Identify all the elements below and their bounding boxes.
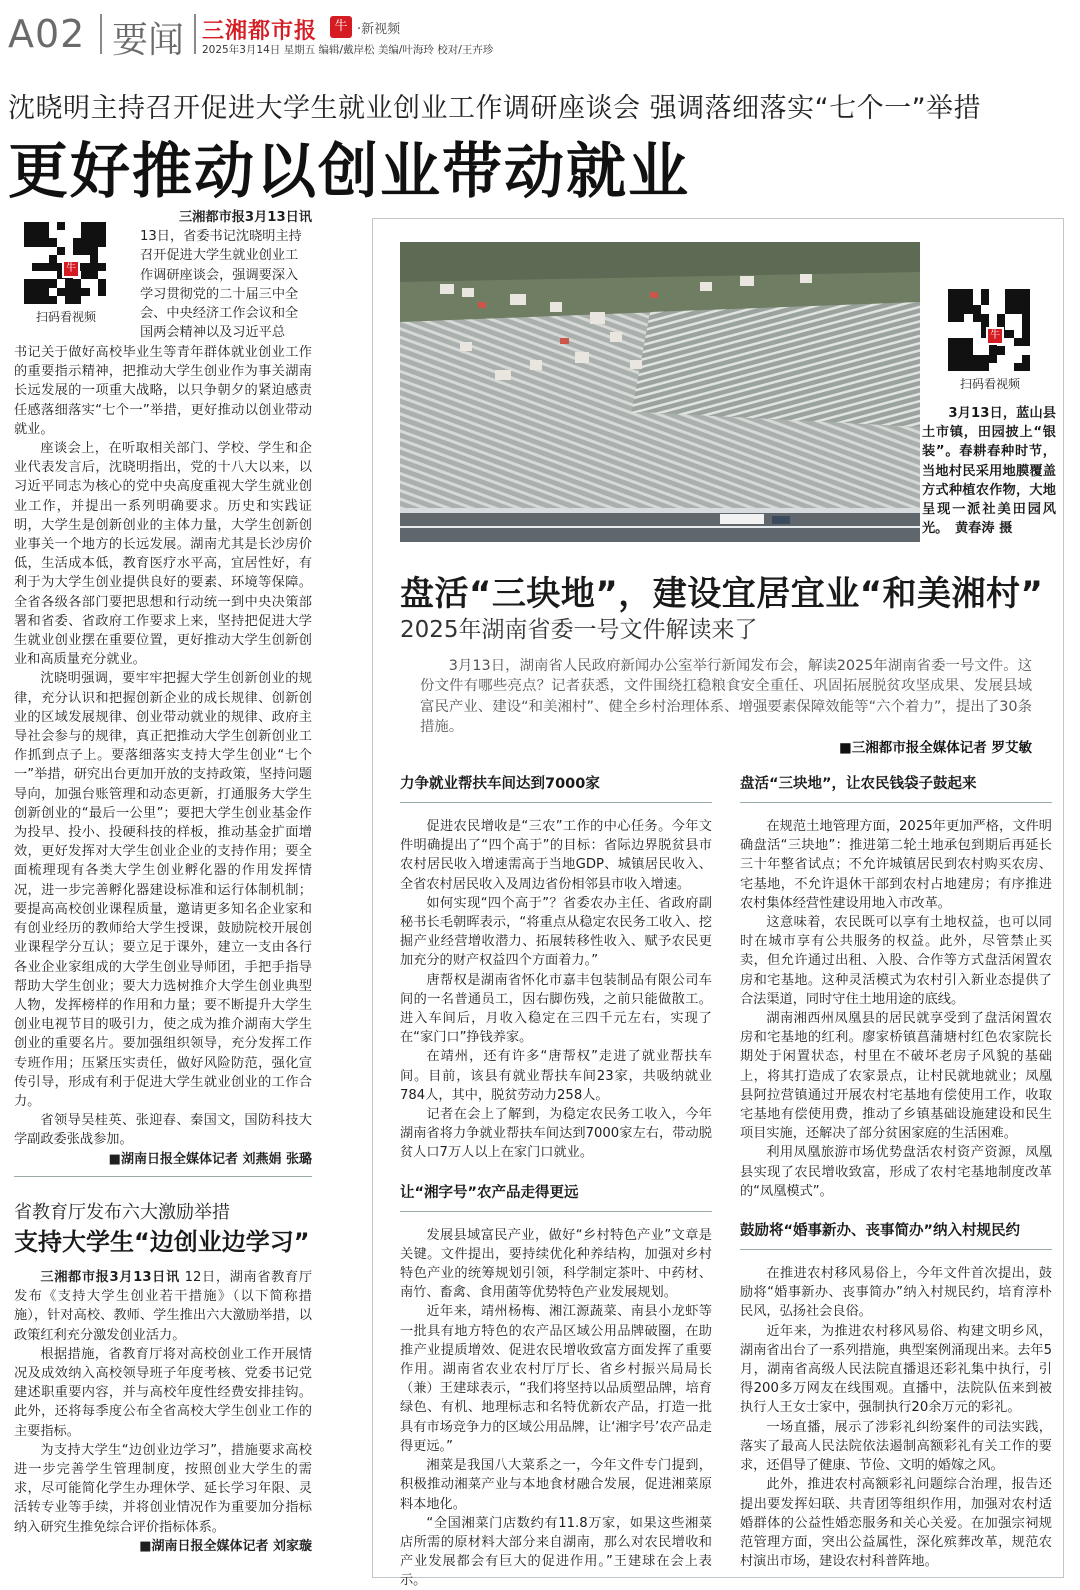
lead-intro-line: 会、中央经济工作会议和全: [140, 306, 299, 322]
section-title: 鼓励将“婚事新办、丧事简办”纳入村规民约: [740, 1223, 1021, 1240]
masthead-divider-2: [194, 14, 196, 54]
issue-meta: 2025年3月14日 星期五 编辑/戴岸松 美编/叶海玲 校对/王卉珍: [202, 44, 494, 56]
lead-intro-line: 国两会精神以及习近平总: [140, 325, 286, 341]
paragraph: 湘菜是我国八大菜系之一，今年文件专门提到，积极推动湘菜产业与本地食材融合发展，促进湘菜原料本地化。: [400, 1458, 712, 1512]
newspaper-logo: 三湘都市报: [202, 19, 318, 44]
paragraph: 一场直播，展示了涉彩礼纠纷案件的司法实践，落实了最高人民法院依法遏制高额彩礼有关工作的要求，还倡导了健康、节俭、文明的婚嫁之风。: [740, 1419, 1052, 1474]
story-divider: [14, 1176, 312, 1177]
section-title: 力争就业帮扶车间达到7000家: [400, 776, 600, 792]
qr-code-left[interactable]: [18, 216, 114, 334]
qr-caption: 扫码看视频: [35, 310, 96, 324]
qr-logo-icon: 牛: [62, 260, 80, 278]
paragraph: 发展县域富民产业，做好“乡村特色产业”文章是关键。文件提出，要持续优化种养结构，加强对乡村特色产业的统筹规划引领，科学制定茶叶、中药材、南竹、畜禽、食用菌等优势特色产业发展规划。: [400, 1227, 712, 1301]
paragraph: 唐帮权是湖南省怀化市嘉丰包装制品有限公司车间的一名普通员工，因右脚伤残，之前只能做散工。进入车间后，月收入稳定在三四千元左右，实现了在“家门口”挣钱养家。: [400, 972, 712, 1046]
feature-lead-byline: ■三湘都市报全媒体记者 罗艾敏: [839, 739, 1032, 756]
landscape-photo-icon: [400, 242, 920, 542]
feature-column-right: [740, 772, 1052, 1571]
paragraph: 近年来，为推进农村移风易俗、构建文明乡风，湖南省出台了一系列措施，典型案例涌现出来。去年5月，湖南省高级人民法院直播退还彩礼集中执行，引得200多万网友在线围观。直播中，法院队伍来到被执行人王女士家中，强制执行20余万元的彩礼。: [740, 1323, 1052, 1416]
paragraph: 湖南湘西州凤凰县的居民就享受到了盘活闲置农房和宅基地的红利。廖家桥镇菖蒲塘村红色农家院长期处于闲置状态，村里在不破坏老房子风貌的基础上，将其打造成了农家景点，让村民就地就业；凤凰县阿拉营镇通过开展农村宅基地有偿使用工作，收取宅基地有偿使用费，推动了乡镇基础设施建设和民生项目实施，还解决了部分贫困家庭的生活困难。: [740, 1011, 1052, 1142]
lead-byline: ■湖南日报全媒体记者 刘燕娟 张璐: [108, 1151, 312, 1167]
page-number: A02: [8, 12, 86, 56]
paragraph: 此外，推进农村高额彩礼问题综合治理，报告还提出要发挥妇联、共青团等组织作用，加强对农村适婚群体的公益性婚恋服务和关心关爱。在加强宗祠规范管理方面，突出公益属性，深化殡葬改革，规范农村演出市场，建设农村科普阵地。: [740, 1477, 1052, 1570]
second-byline: ■湖南日报全媒体记者 刘家璇: [139, 1538, 312, 1554]
lead-intro-line: 学习贯彻党的二十届三中全: [140, 286, 299, 302]
section-rule: [400, 1211, 712, 1212]
video-app-label: ·新视频: [357, 22, 401, 37]
lead-intro-line: 作调研座谈会，强调要深入: [140, 267, 299, 283]
paragraph: 促进农民增收是“三农”工作的中心任务。今年文件明确提出了“四个高于”的目标：省际边界脱贫县市农村居民收入增速需高于当地GDP、城镇居民收入、全省农村居民收入及周边省份相邻县市收入增速。: [400, 819, 712, 892]
farm-field-photo: [400, 242, 920, 542]
second-dateline: 三湘都市报3月13日讯: [40, 1270, 180, 1285]
second-headline: 支持大学生“边创业边学习”: [14, 1228, 310, 1256]
section-title: 让“湘字号”农产品走得更远: [400, 1184, 579, 1201]
masthead-divider: [100, 14, 102, 54]
lead-dateline: 三湘都市报3月13日讯: [178, 210, 312, 225]
section-title: 盘活“三块地”，让农民钱袋子鼓起来: [740, 776, 977, 792]
paragraph: 为支持大学生“边创业边学习”，措施要求高校进一步完善学生管理制度，按照创业大学生的需求，尽可能简化学生办理休学、延长学习年限、灵活转专业等手续，并将创业情况作为重要加分指标纳入研究生推免综合评价指标体系。: [14, 1442, 312, 1535]
feature-column-left: [400, 772, 712, 1590]
lead-subhead: 沈晓明主持召开促进大学生就业创业工作调研座谈会 强调落细落实“七个一”举措: [8, 93, 982, 124]
lead-story-intro: [140, 208, 312, 342]
paragraph: 书记关于做好高校毕业生等青年群体就业创业工作的重要指示精神，把推动大学生创业作为事关湖南长远发展的一项重大战略，以只争朝夕的紧迫感责任感落细落实“七个一”举措，更好推动以创业带动就业。: [14, 345, 312, 437]
paragraph: 在推进农村移风易俗上，今年文件首次提出，鼓励将“婚事新办、丧事简办”纳入村规民约，培育淳朴民风，弘扬社会良俗。: [740, 1266, 1052, 1320]
lead-intro-line: 13日，省委书记沈晓明主持: [140, 229, 302, 245]
paragraph: 沈晓明强调，要牢牢把握大学生创新创业的规律，充分认识和把握创新企业的成长规律、创新创业的区域发展规律、创业带动就业的规律、政府主导社会参与的规律，真正把推动大学生创新创业工作抓到点子上。要落细落实支持大学生创业“七个一”举措，研究出台更加开放的支持政策，坚持问题导向，加强台账管理和动态更新，打通服务大学生创新创业的“最后一公里”；要把大学生创业基金作为投早、投小、投硬科技的样板，推动基金扩面增效，更好发挥对大学生创业企业的支持作用；要全面梳理现有各类大学生创业孵化器的作用发挥情况，进一步完善孵化器建设标准和运行体制机制；要提高高校创业课程质量，邀请更多知名企业家和有创业经历的教师给大学生授课，鼓励院校开展创业课程学分互认；要立足于课外，建立一支由各行各业企业家组成的大学生创业导师团，手把手指导帮助大学生创业；要大力选树推介大学生创业典型人物，发挥榜样的作用和力量；要不断提升大学生创业电视节目的吸引力，使之成为推介湖南大学生创业的重要名片。要加强组织领导，充分发挥工作专班作用；压紧压实责任，做好风险防范，强化宣传引导，形成有利于促进大学生就业创业的工作合力。: [14, 671, 312, 1109]
paragraph: 在靖州，还有许多“唐帮权”走进了就业帮扶车间。目前，该县有就业帮扶车间23家，共吸纳就业784人，其中，脱贫劳动力258人。: [400, 1049, 712, 1103]
lead-intro-line: 召开促进大学生就业创业工: [140, 248, 299, 264]
qr-code-right[interactable]: [942, 283, 1038, 401]
paragraph: 在规范土地管理方面，2025年更加严格，文件明确盘活“三块地”：推进第二轮土地承包到期后再延长三十年整省试点；不允许城镇居民到农村购买农房、宅基地，不允许退休干部到农村占地建房；有序推进农村集体经营性建设用地入市改革。: [740, 819, 1052, 911]
paragraph: 座谈会上，在听取相关部门、学校、学生和企业代表发言后，沈晓明指出，党的十八大以来，以习近平同志为核心的党中央高度重视大学生就业创业工作，并提出一系列明确要求。历史和实践证明，大学生是创新创业的主体力量，大学生创新创业事关一个地方的长远发展。湖南尤其是长沙房价低，生活成本低，教育医疗水平高，宜居性好，有利于为大学生创业提供良好的要素、环境等保障。全省各级各部门要把思想和行动统一到中央决策部署和省委、省政府工作要求上来，坚持把促进大学生就业创业摆在重要位置，更好推动大学生创新创业和高质量充分就业。: [14, 441, 312, 668]
section-rule: [740, 802, 1052, 803]
paragraph: 这意味着，农民既可以享有土地权益，也可以同时在城市享有公共服务的权益。此外，尽管禁止买卖，但允许通过出租、入股、合作等方式盘活闲置农房和宅基地。这种灵活模式为农村引入新业态提供了合法渠道，同时守住土地用途的底线。: [740, 915, 1052, 1007]
section-rule: [400, 802, 712, 803]
paragraph: 12日，湖南省教育厅发布《支持大学生创业若干措施》（以下简称措施），针对高校、教师、学生推出六大激励举措，以政策红利充分激发创业活力。: [14, 1270, 313, 1343]
qr-caption: 扫码看视频: [959, 377, 1020, 391]
feature-lead-text: 3月13日，湖南省人民政府新闻办公室举行新闻发布会，解读2025年湖南省委一号文件。这份文件有哪些亮点？记者获悉，文件围绕扛稳粮食安全重任、巩固拓展脱贫攻坚成果、发展县域富民产业、建设“和美湘村”、健全乡村治理体系、增强要素保障效能等“六个着力”，提出了30条措施。: [420, 658, 1032, 736]
paragraph: 记者在会上了解到，为稳定农民务工收入，今年湖南省将力争就业帮扶车间达到7000家左右，带动脱贫人口7万人以上在家门口就业。: [400, 1107, 712, 1161]
second-subhead: 省教育厅发布六大激励举措: [14, 1202, 230, 1223]
second-story-body: [14, 1268, 312, 1556]
paragraph: 近年来，靖州杨梅、湘江源蔬菜、南县小龙虾等一批具有地方特色的农产品区域公用品牌破圈，在助推产业提质增效、促进农民增收致富方面发挥了重要作用。湖南省农业农村厅厅长、省乡村振兴局局长（兼）王建球表示，“我们将坚持以品质塑品牌，培育绿色、有机、地理标志和名特优新农产品，打造一批具有市场竞争力的区域公用品牌，让‘湘字号’农产品走得更远。”: [400, 1304, 712, 1454]
section-rule: [740, 1249, 1052, 1250]
feature-headline: 盘活“三块地”，建设宜居宜业“和美湘村”: [400, 574, 1044, 614]
lead-story-body: [14, 343, 312, 1169]
qr-logo-icon: 牛: [986, 327, 1004, 345]
paragraph: 省领导吴桂英、张迎春、秦国文，国防科技大学副政委张战参加。: [14, 1113, 312, 1148]
lead-headline: 更好推动以创业带动就业: [8, 137, 690, 207]
paragraph: “全国湘菜门店数约有11.8万家，如果这些湘菜店所需的原材料大部分来自湖南，那么对农民增收和产业发展都会有巨大的促进作用。”王建球在会上表示。: [400, 1515, 712, 1589]
feature-lead: [420, 656, 1032, 758]
section-name: 要闻: [112, 20, 185, 61]
paragraph: 如何实现“四个高于”？省委农办主任、省政府副秘书长毛朝晖表示，“将重点从稳定农民务工收入、挖掘产业经营增收潜力、拓展转移性收入、赋予农民更加充分的财产权益四个方面着力。”: [400, 895, 712, 969]
photo-caption: 3月13日，蓝山县土市镇，田园披上“银装”。春耕春种时节，当地村民采用地膜覆盖方式种植农作物，大地呈现一派社美田园风光。 黄春涛 摄: [922, 406, 1056, 537]
video-app-icon: 牛: [330, 16, 352, 38]
paragraph: 根据措施，省教育厅将对高校创业工作开展情况及成效纳入高校领导班子年度考核、党委书记党建述职重要内容，并与高校年度性经费安排挂钩。此外，还将每季度公布全省高校大学生创业工作的主要指标。: [14, 1346, 312, 1439]
paragraph: 利用凤凰旅游市场优势盘活农村资产资源，凤凰县实现了农民增收致富，形成了农村宅基地制度改革的“凤凰模式”。: [740, 1145, 1052, 1199]
feature-subhead: 2025年湖南省委一号文件解读来了: [400, 617, 758, 643]
